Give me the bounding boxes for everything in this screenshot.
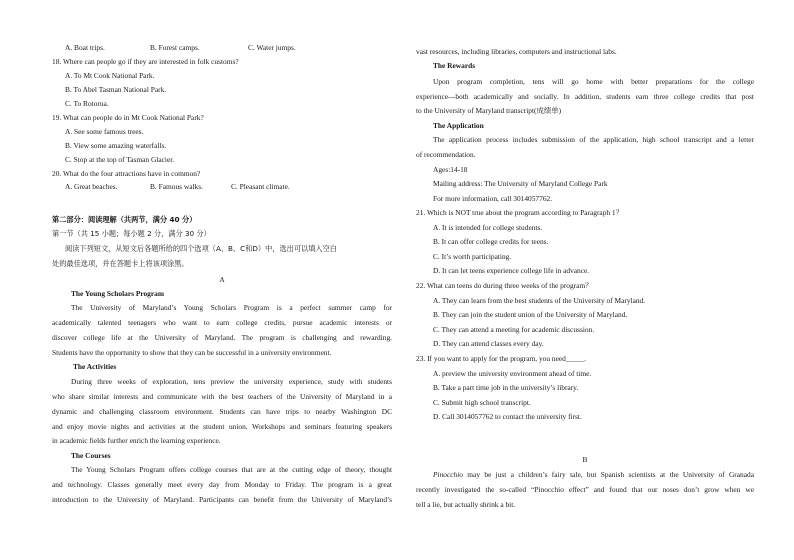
rewards-line-1: Upon program completion, tens will go home with better preparations for the college (433, 77, 754, 86)
rewards-line-2: experience---both academically and socially. In addition, students earn three college credits that post (416, 92, 754, 101)
q23-option-d: D. Call 3014057762 to contact the university first. (433, 412, 582, 421)
instructions-line-2: 处的最佳选项，并在答题卡上将该项涂黑。 (52, 259, 189, 268)
more-info-phone: For more information, call 3014057762. (433, 194, 553, 203)
rewards-line-3: to the University of Maryland transcript(成绩单) (416, 106, 562, 115)
continuation-line: vast resources, including libraries, computers and instructional labs. (416, 47, 617, 56)
q20-stem: 20. What do the four attractions have in common? (52, 169, 201, 178)
passage-b-letter: B (582, 455, 588, 464)
para2-line-1: During three weeks of exploration, tens preview the university experience, study with students (71, 377, 392, 386)
passage-b-line-2: recently investigated the so-called “Pinocchio effect” and found that our noses don’t grow when we (416, 485, 754, 494)
q22-option-d: D. They can attend classes every day. (433, 339, 544, 348)
q22-stem: 22. What can teens do during three weeks of the program？ (416, 281, 593, 290)
q23-option-a: A. preview the university environment ahead of time. (433, 369, 592, 378)
q20-option-c: C. Pleasant climate. (231, 182, 290, 191)
q17-option-a: A. Boat trips. (65, 43, 105, 52)
courses-heading: The Courses (71, 451, 111, 460)
para2-line-3: dynamic and challenging classroom environment. Students can have trips to nearby Washington DC (52, 407, 392, 416)
part2-heading: 第二部分：阅读理解（共两节，满分 40 分） (52, 215, 197, 224)
q21-option-d: D. It can let teens experience college life in advance. (433, 266, 590, 275)
ages-line: Ages:14-18 (433, 165, 468, 174)
para2-line-4: and enjoy movie nights and activities at the student union. Workshops and seminars featuring speakers (52, 422, 392, 431)
q21-stem: 21. Which is NOT true about the program according to Paragraph 1？ (416, 208, 624, 217)
q23-option-c: C. Submit high school transcript. (433, 398, 531, 407)
para2-line-5: in academic fields further enrich the learning experience. (52, 436, 221, 445)
para3-line-3: introduction to the University of Maryland. Participants can benefit from the University of Maryland’s (52, 495, 392, 504)
para1-line-3: discover college life at the University of Maryland. The program is challenging and rewarding. (52, 333, 392, 342)
rewards-heading: The Rewards (433, 61, 476, 70)
q20-option-a: A. Great beaches. (65, 182, 118, 191)
activities-heading: The Activities (73, 362, 117, 371)
section1-heading: 第一节（共 15 小题；每小题 2 分，满分 30 分） (52, 229, 211, 238)
para3-line-1: The Young Scholars Program offers college courses that are at the cutting edge of theory, thought (71, 465, 392, 474)
q17-option-c: C. Water jumps. (248, 43, 296, 52)
q18-stem: 18. Where can people go if they are interested in folk customs? (52, 57, 239, 66)
application-line-2: of recommendation. (416, 150, 476, 159)
q20-option-b: B. Famous walks. (150, 182, 203, 191)
q18-option-c: C. To Rotorua. (65, 99, 109, 108)
application-heading: The Application (433, 121, 484, 130)
q21-option-a: A. It is intended for college students. (433, 223, 543, 232)
q17-option-b: B. Forest camps. (150, 43, 200, 52)
q22-option-c: C. They can attend a meeting for academic discussion. (433, 325, 595, 334)
q19-option-c: C. Stop at the top of Tasman Glacier. (65, 155, 175, 164)
q18-option-b: B. To Abel Tasman National Park. (65, 85, 167, 94)
mailing-address: Mailing address: The University of Maryland College Park (433, 179, 608, 188)
q18-option-a: A. To Mt Cook National Park. (65, 71, 155, 80)
passage-a-title: The Young Scholars Program (71, 289, 165, 298)
q22-option-a: A. They can learn from the best students of the University of Maryland. (433, 296, 646, 305)
para3-line-2: and technology. Classes generally meet every day from Monday to Friday. The program is a great (52, 480, 392, 489)
q19-option-b: B. View some amazing waterfalls. (65, 141, 167, 150)
passage-b-line-3: tell a lie, but actually shrink a bit. (416, 500, 516, 509)
para1-line-4: Students have the opportunity to show that they can be successful in a university environment. (52, 348, 332, 357)
q22-option-b: B. They can join the student union of the University of Maryland. (433, 310, 628, 319)
q19-option-a: A. See some famous trees. (65, 127, 144, 136)
para1-line-2: academically talented teenagers who want to earn college credits, pursue academic interests or (52, 318, 392, 327)
instructions-line-1: 阅读下列短文，从短文后各题所给的四个选项（A、B、C和D）中，选出可以填入空白 (65, 244, 337, 253)
q23-option-b: B. Take a part time job in the university’s library. (433, 383, 579, 392)
q21-option-b: B. It can offer college credits for teens. (433, 237, 549, 246)
q23-stem: 23. If you want to apply for the program, you need_____. (416, 354, 587, 363)
q21-option-c: C. It’s worth participating. (433, 252, 512, 261)
passage-b-line-1 (433, 470, 754, 480)
passage-a-letter: A (219, 275, 225, 284)
pinocchio-word: Pinocchio (433, 470, 463, 479)
q19-stem: 19. What can people do in Mt Cook National Park? (52, 113, 204, 122)
para2-line-2: who share similar interests and communicate with the best teachers of the University of Maryland in a (52, 392, 392, 401)
passage-b-line-1-rest: may be just a children’s fairy tale, but Spanish scientists at the University of Granada (462, 470, 754, 479)
application-line-1: The application process includes submission of the application, high school transcript and a letter (433, 135, 754, 144)
para1-line-1: The University of Maryland’s Young Scholars Program is a perfect summer camp for (71, 303, 392, 312)
